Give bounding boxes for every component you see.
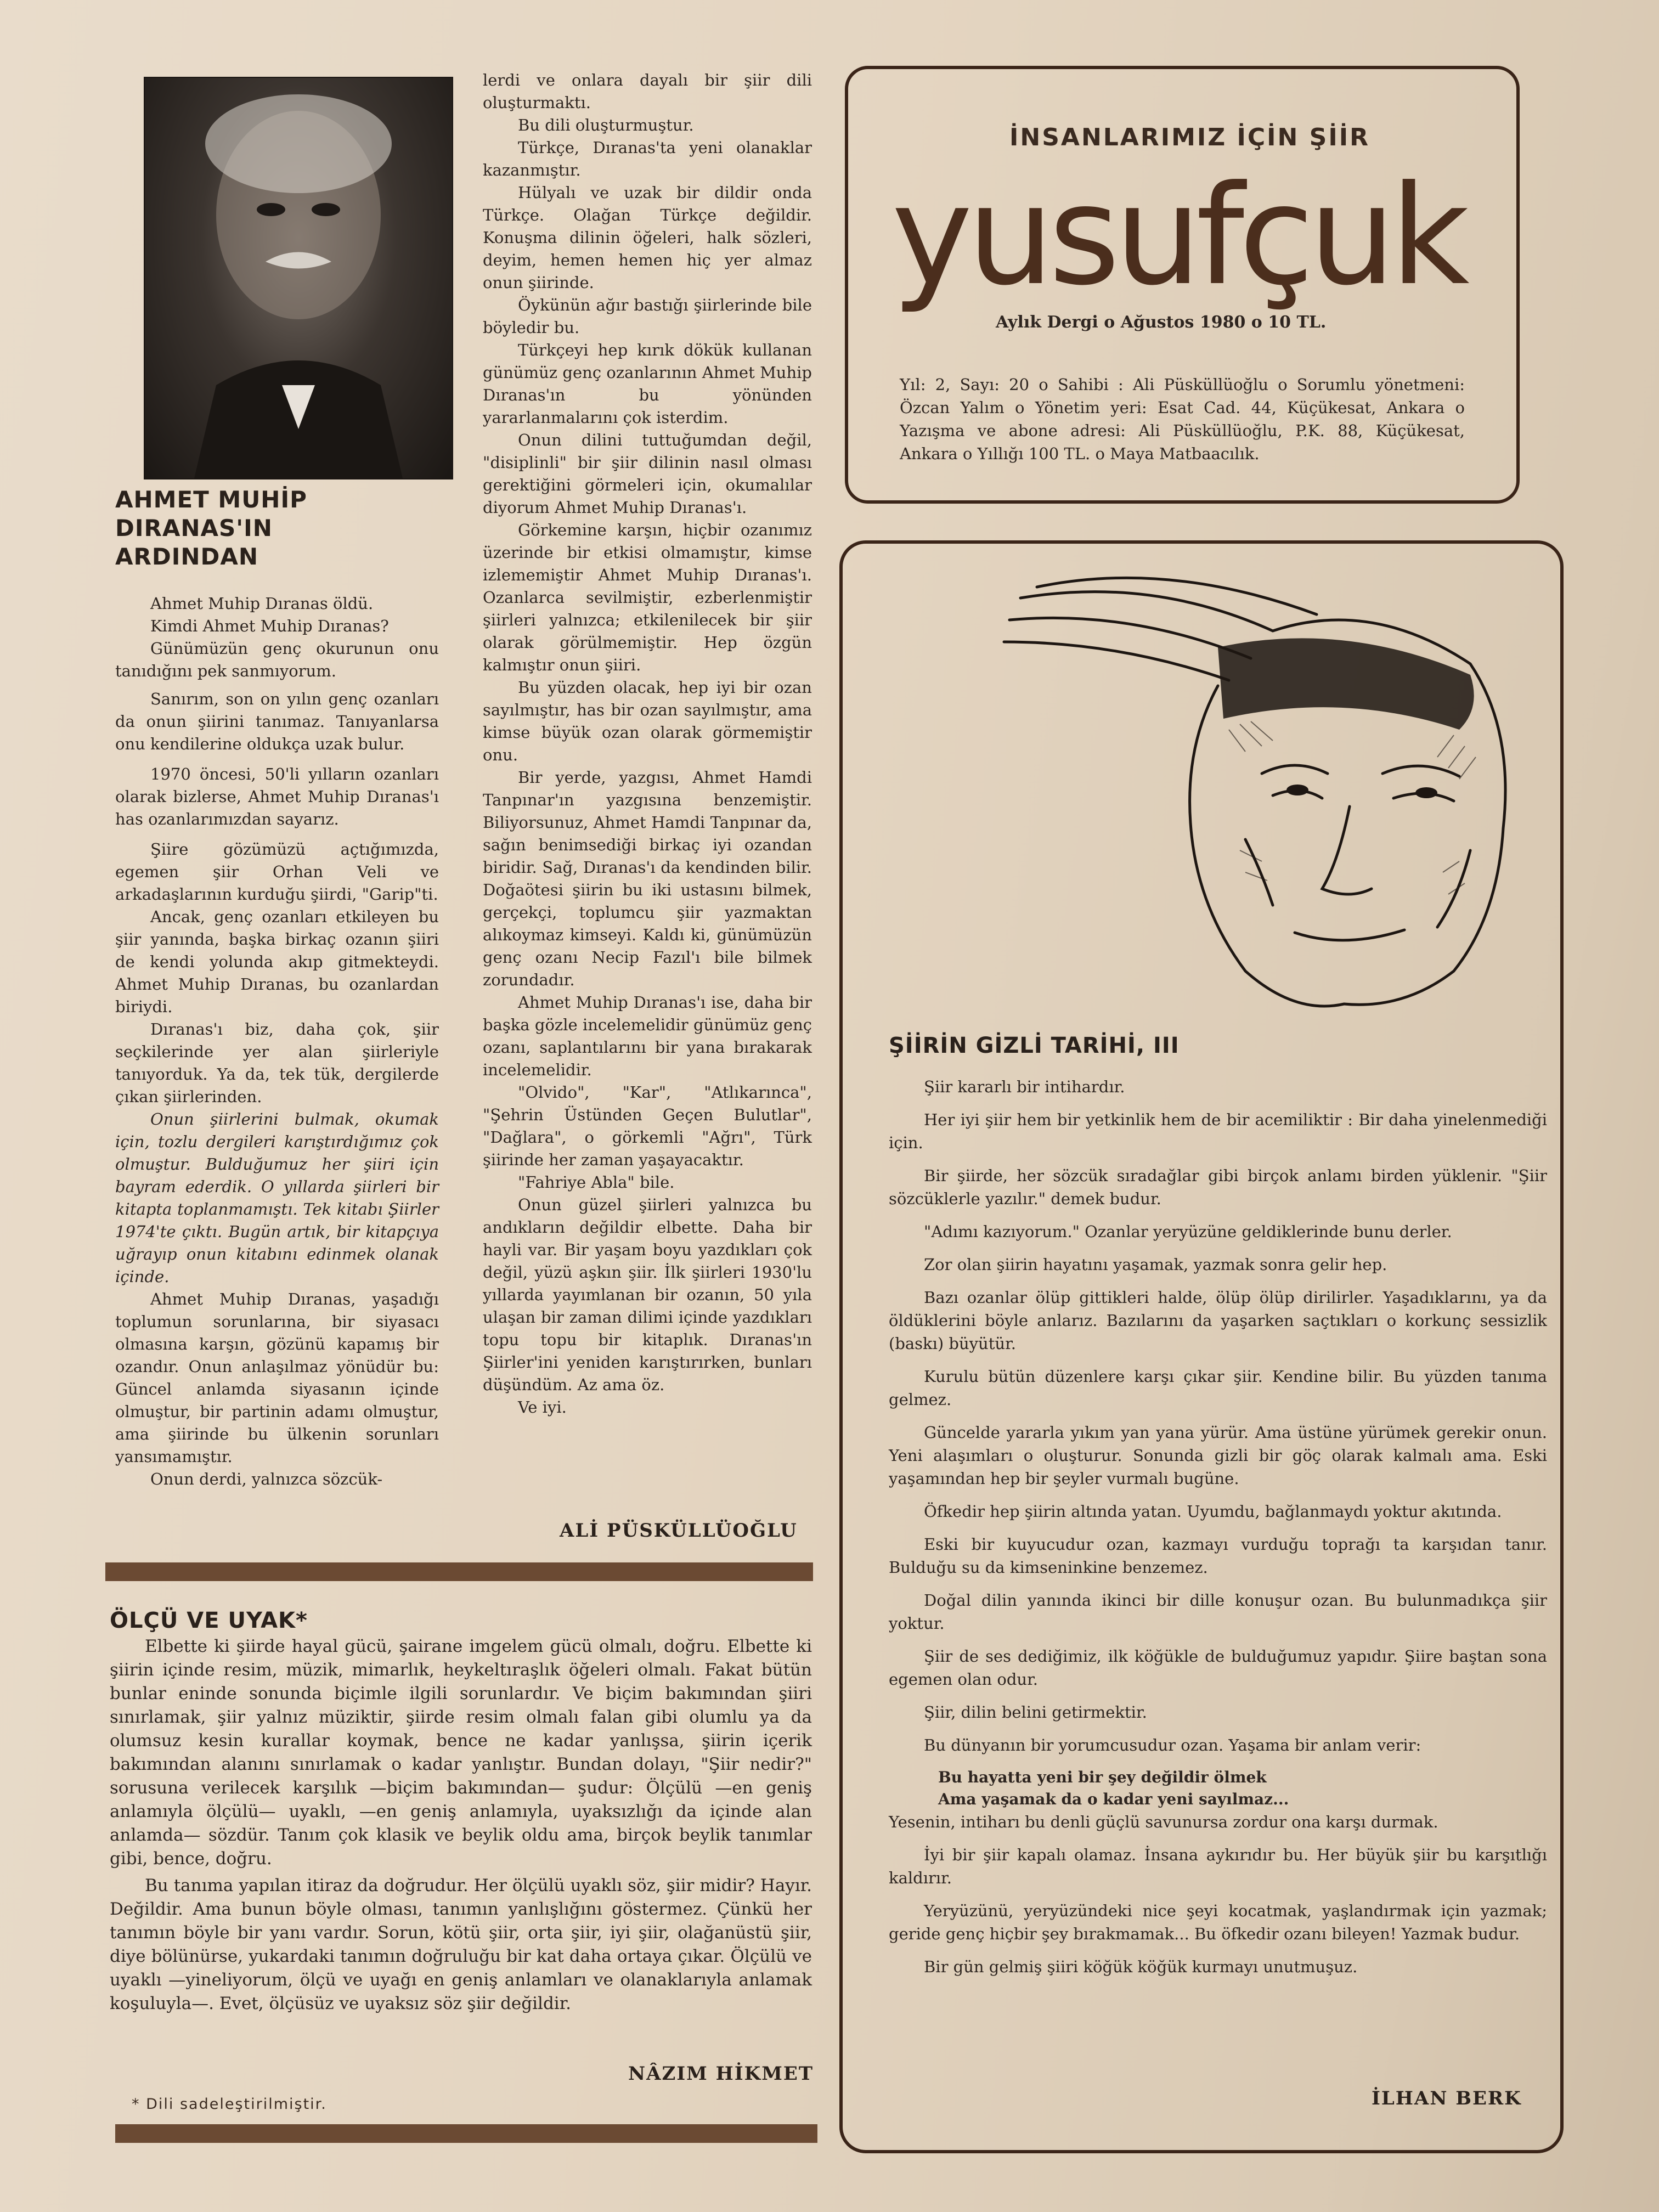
article1-col1-para: Kimdi Ahmet Muhip Dıranas? (150, 617, 389, 635)
article3-para: "Adımı kazıyorum." Ozanlar yeryüzüne geldiklerinde bunu derler. (924, 1222, 1452, 1241)
article1-col2-para: Ve iyi. (518, 1398, 567, 1417)
article2-para: Bu tanıma yapılan itiraz da doğrudur. Her ölçülü uyaklı söz, şiir midir? Hayır. Değildir. Ama bunun böyle olması, tanımın yanlışlığını göstermez. Çünkü her tanımın böyle bir yanı vardır. Sorun, kötü şiir, orta şiir, iyi şiir, olağanüstü şiir, diye bölünürse, yukardaki tanımın doğruluğu bir kat daha ortaya çıkar. Ölçülü ve uyaklı —yineliyorum, ölçü ve uyağı en geniş anlamları ve olanaklarıyla anlamak koşuluyla—. Evet, ölçüsüz ve uyaksız söz şiir değildir. (110, 1876, 812, 2013)
article3-para: Doğal dilin yanında ikinci bir dille konuşur ozan. Bu bulunmadıkça şiir yoktur. (889, 1591, 1547, 1633)
article2-body (110, 1635, 812, 2016)
article1-col2-para: Öykünün ağır bastığı şiirlerinde bile böyledir bu. (483, 296, 812, 337)
article3-para: Yeryüzünü, yeryüzündeki nice şeyi kocatmak, yaşlandırmak için yazmak; geride genç hiçbir şey bırakmamak... Bu öfkedir ozanı bileyen! Yazmak budur. (889, 1901, 1547, 1943)
article1-col1-para: Ahmet Muhip Dıranas, yaşadığı toplumun sorunlarına, bir siyasacı olmasına karşın, gözünü kapamış bir ozandır. Onun anlaşılmaz yönüdür bu: Güncel anlamda siyasanın içinde olmuştur, bir partinin adamı olmuştur, ama şiirinde bu ülkenin sorunları yansımamıştır. (115, 1290, 439, 1466)
article1-col1-para: Günümüzün genç okurunun onu tanıdığını pek sanmıyorum. (115, 639, 439, 680)
ink-sketch-portrait (988, 565, 1547, 1059)
article3-para: Eski bir kuyucudur ozan, kazmayı vurduğu toprağı ta karşıdan tanır. Bulduğu su da kimseninkine benzemez. (889, 1535, 1547, 1577)
article1-col1-para: Ahmet Muhip Dıranas öldü. (150, 594, 374, 613)
article2-title: ÖLÇÜ VE UYAK* (110, 1608, 308, 1633)
article1-title (115, 486, 390, 571)
ink-sketch-icon (988, 565, 1547, 1059)
article3-title: ŞİİRİN GİZLİ TARİHİ, III (889, 1033, 1180, 1058)
article3-verse-line: Bu hayatta yeni bir şey değildir ölmek (938, 1768, 1267, 1786)
article3-para: İyi bir şiir kapalı olamaz. İnsana aykırıdır bu. Her büyük şiir bu karşıtlığı kaldırır. (889, 1846, 1547, 1887)
article1-col1-para: Sanırım, son on yılın genç ozanları da onun şiirini tanımaz. Tanıyanlarsa onu kendilerine oldukça uzak bulur. (115, 690, 439, 753)
article3-para: Kurulu bütün düzenlere karşı çıkar şiir. Kendine bilir. Bu yüzden tanıma gelmez. (889, 1367, 1547, 1409)
article1-col2-para: Ahmet Muhip Dıranas'ı ise, daha bir başka gözle incelemelidir günümüz genç ozanı, saplantılarını bir yana bırakarak incelemelidir. (483, 993, 812, 1079)
masthead-tagline: İNSANLARIMIZ İÇİN ŞİİR (1009, 123, 1370, 151)
article2-signature: NÂZIM HİKMET (628, 2063, 814, 2085)
article1-col2-para: Onun güzel şiirleri yalnızca bu andıkların değildir elbette. Daha bir hayli var. Bir yaşam boyu yazdıkları çok değil, yüzü aşkın şiir. İlk şiirleri 1930'lu yıllarda yayımlanan bir ozanın, 50 yıla ulaşan bir zaman dilimi içinde yazdıkları topu topu bir kitaplık. Dıranas'ın Şiirler'ini yeniden karıştırırken, bunları düşündüm. Az ama öz. (483, 1195, 812, 1394)
article3-para: Bir şiirde, her sözcük sıradağlar gibi birçok anlamı birden yüklenir. "Şiir sözcüklerle yazılır." demek budur. (889, 1166, 1547, 1208)
article3-para: Bu dünyanın bir yorumcusudur ozan. Yaşama bir anlam verir: (924, 1736, 1421, 1754)
article3-para: Her iyi şiir hem bir yetkinlik hem de bir acemiliktir : Bir daha yinelenmediği için. (889, 1110, 1547, 1152)
article3-para: Şiir kararlı bir intihardır. (924, 1077, 1125, 1096)
article1-col1-para: Onun şiirlerini bulmak, okumak için, tozlu dergileri karıştırdığımız çok olmuştur. Bulduğumuz her şiiri için bayram ederdik. O yıllarda şiirleri bir kitapta toplanmamıştı. Tek kitabı Şiirler 1974'te çıktı. Bugün artık, bir kitapçıya uğrayıp onun kitabını edinmek olanak içinde. (115, 1110, 439, 1286)
divider-rule (105, 1562, 813, 1581)
article3-para: Güncelde yararla yıkım yan yana yürür. Ama üstüne yürümek gerekir onun. Yeni alaşımları o oluşturur. Sonunda gizli bir göç olarak kalmalı ama. Eski yaşamından hep bir şeyler vurmalı bugüne. (889, 1423, 1547, 1488)
article3-para: Yesenin, intiharı bu denli güçlü savunursa zordur ona karşı durmak. (889, 1813, 1438, 1831)
article1-signature: ALİ PÜSKÜLLÜOĞLU (560, 1520, 798, 1542)
article3-para: Şiir, dilin belini getirmektir. (924, 1703, 1147, 1722)
article1-col2-para: "Fahriye Abla" bile. (518, 1173, 675, 1192)
article3-para: Şiir de ses dediğimiz, ilk köğükle de bulduğumuz yapıdır. Şiire baştan sona egemen olan odur. (889, 1647, 1547, 1689)
article1-col1-para: Onun derdi, yalnızca sözcük- (150, 1470, 383, 1488)
article3-para: Zor olan şiirin hayatını yaşamak, yazmak sonra gelir hep. (924, 1255, 1387, 1274)
portrait-photo (144, 77, 453, 479)
article3-para: Bazı ozanlar ölüp gittikleri halde, ölüp ölüp dirilirler. Yaşadıklarını, ya da öldüklerini böyle anlarız. Bazılarını da yaşarken saçtıkları o korkunç sessizlik (baskı) büyütür. (889, 1288, 1547, 1353)
article1-column1 (115, 592, 439, 1491)
article1-col1-para: Ancak, genç ozanları etkileyen bu şiir yanında, başka birkaç ozanın şiiri de kendi yolunda akıp gitmekteydi. Ahmet Muhip Dıranas, bu ozanlardan biriydi. (115, 907, 439, 1016)
article1-col2-para: Türkçe, Dıranas'ta yeni olanaklar kazanmıştır. (483, 138, 812, 179)
article1-col2-para: "Olvido", "Kar", "Atlıkarınca", "Şehrin Üstünden Geçen Bulutlar", "Dağlara", o görkemli "Ağrı", Türk şiirinde her zaman yaşayacaktır. (483, 1083, 812, 1169)
article1-column2 (483, 69, 812, 1419)
article1-col2-para: Bu yüzden olacak, hep iyi bir ozan sayılmıştır, has bir ozan sayılmıştır, ama kimse büyük ozan olarak görmemiştir onu. (483, 678, 812, 764)
article1-col1-para: Dıranas'ı biz, daha çok, şiir seçkilerinde yer alan şiirleriyle tanıyorduk. Ya da, tek tük, dergilerde çıkan şiirlerinden. (115, 1020, 439, 1106)
article2-footnote: * Dili sadeleştirilmiştir. (132, 2096, 327, 2113)
masthead-logo: yusufçuk (891, 156, 1464, 315)
article3-body (889, 1075, 1547, 1988)
article1-col2-para: Bu dili oluşturmuştur. (518, 116, 694, 134)
article2-para: Elbette ki şiirde hayal gücü, şairane imgelem gücü olmalı, doğru. Elbette ki şiirin içinde resim, müzik, mimarlık, heykeltıraşlık öğeleri olmalı. Fakat bütün bunlar eninde sonunda biçimle ilgili sorunlardır. Ve biçim bakımından şiiri sınırlamak, şiir yalnız müziktir, şiirde resim olmalı falan gibi olumlu ya da olumsuz kesin kurallar koymak, bence ne kadar yanlışsa, şiirin içerik bakımından alanını sınırlamak o kadar yanlıştır. Bundan dolayı, "Şiir nedir?" sorusuna verilecek karşılık —biçim bakımından— şudur: Ölçülü —en geniş anlamıyla ölçülü— uyaklı, —en geniş anlamıyla, uyaksızlığı da içinde alan anlamda— sözdür. Tanım çok klasik ve beylik oldu ama, birçok beylik tanımlar gibi, bence, doğru. (110, 1637, 812, 1869)
article1-col2-para: Bir yerde, yazgısı, Ahmet Hamdi Tanpınar'ın yazgısına benzemiştir. Biliyorsunuz, Ahmet Hamdi Tanpınar da, sağın benimsediği birkaç iyi ozandan biridir. Sağ, Dıranas'ı da kendinden bilir. Doğaötesi şiirin bu iki ustasını bilmek, gerçekçi, toplumcu şiir yazmaktan alıkoymaz kimseyi. Kaldı ki, günümüzün genç ozanı Necip Fazıl'ı bile bilmek zorundadır. (483, 768, 812, 989)
article1-col2-para: Hülyalı ve uzak bir dildir onda Türkçe. Olağan Türkçe değildir. Konuşma dilinin öğeleri, halk sözleri, deyim, hemen hemen hiç yer almaz onun şiirinde. (483, 183, 812, 292)
article3-para: Bir gün gelmiş şiiri köğük köğük kurmayı unutmuşuz. (924, 1957, 1358, 1976)
article1-col1-para: Şiire gözümüzü açtığımızda, egemen şiir Orhan Veli ve arkadaşlarının kurduğu şiirdi, "Garip"ti. (115, 840, 439, 904)
article1-title-line3: ARDINDAN (115, 543, 259, 570)
masthead-issue-line: Aylık Dergi o Ağustos 1980 o 10 TL. (996, 313, 1327, 332)
article1-col1-para: 1970 öncesi, 50'li yılların ozanları olarak bizlerse, Ahmet Muhip Dıranas'ı has ozanlarımızdan sayarız. (115, 765, 439, 828)
article1-col2-para: Onun dilini tuttuğumdan değil, "disiplinli" bir şiir dilinin nasıl olması gerektiğini görmeleri için, okumalılar diyorum Ahmet Muhip Dıranas'ı. (483, 431, 812, 517)
portrait-photo-icon (145, 78, 452, 478)
article3-verse-line: Ama yaşamak da o kadar yeni sayılmaz... (938, 1790, 1289, 1808)
article1-title-line2: DIRANAS'IN (115, 515, 273, 541)
article1-title-line1: AHMET MUHİP (115, 486, 307, 513)
article3-para: Öfkedir hep şiirin altında yatan. Uyumdu, bağlanmaydı yoktur akıtında. (924, 1502, 1502, 1521)
article1-col2-para: Görkemine karşın, hiçbir ozanımız üzerinde bir etkisi olmamıştır, kimse izlememiştir Ahmet Muhip Dıranas'ı. Ozanlarca sevilmiştir, ezberlenmiştir şiirleri yalnızca; etkilenilecek bir şiir olarak görülmemiştir. Hep özgün kalmıştır onun şiiri. (483, 521, 812, 674)
masthead-imprint: Yıl: 2, Sayı: 20 o Sahibi : Ali Püsküllüoğlu o Sorumlu yönetmeni: Özcan Yalım o Yönetim yeri: Esat Cad. 44, Küçükesat, Ankara o Yazışma ve abone adresi: Ali Püsküllüoğlu, P.K. 88, Küçükesat, Ankara o Yıllığı 100 TL. o Maya Matbaacılık. (900, 375, 1465, 463)
article1-col2-para: Türkçeyi hep kırık dökük kullanan günümüz genç ozanlarının Ahmet Muhip Dıranas'ın bu yönünden yararlanmalarını çok isterdim. (483, 341, 812, 427)
article1-col2-para: lerdi ve onlara dayalı bir şiir dili oluşturmaktı. (483, 71, 812, 112)
divider-rule-bottom (115, 2124, 817, 2143)
article3-signature: İLHAN BERK (1372, 2087, 1522, 2109)
